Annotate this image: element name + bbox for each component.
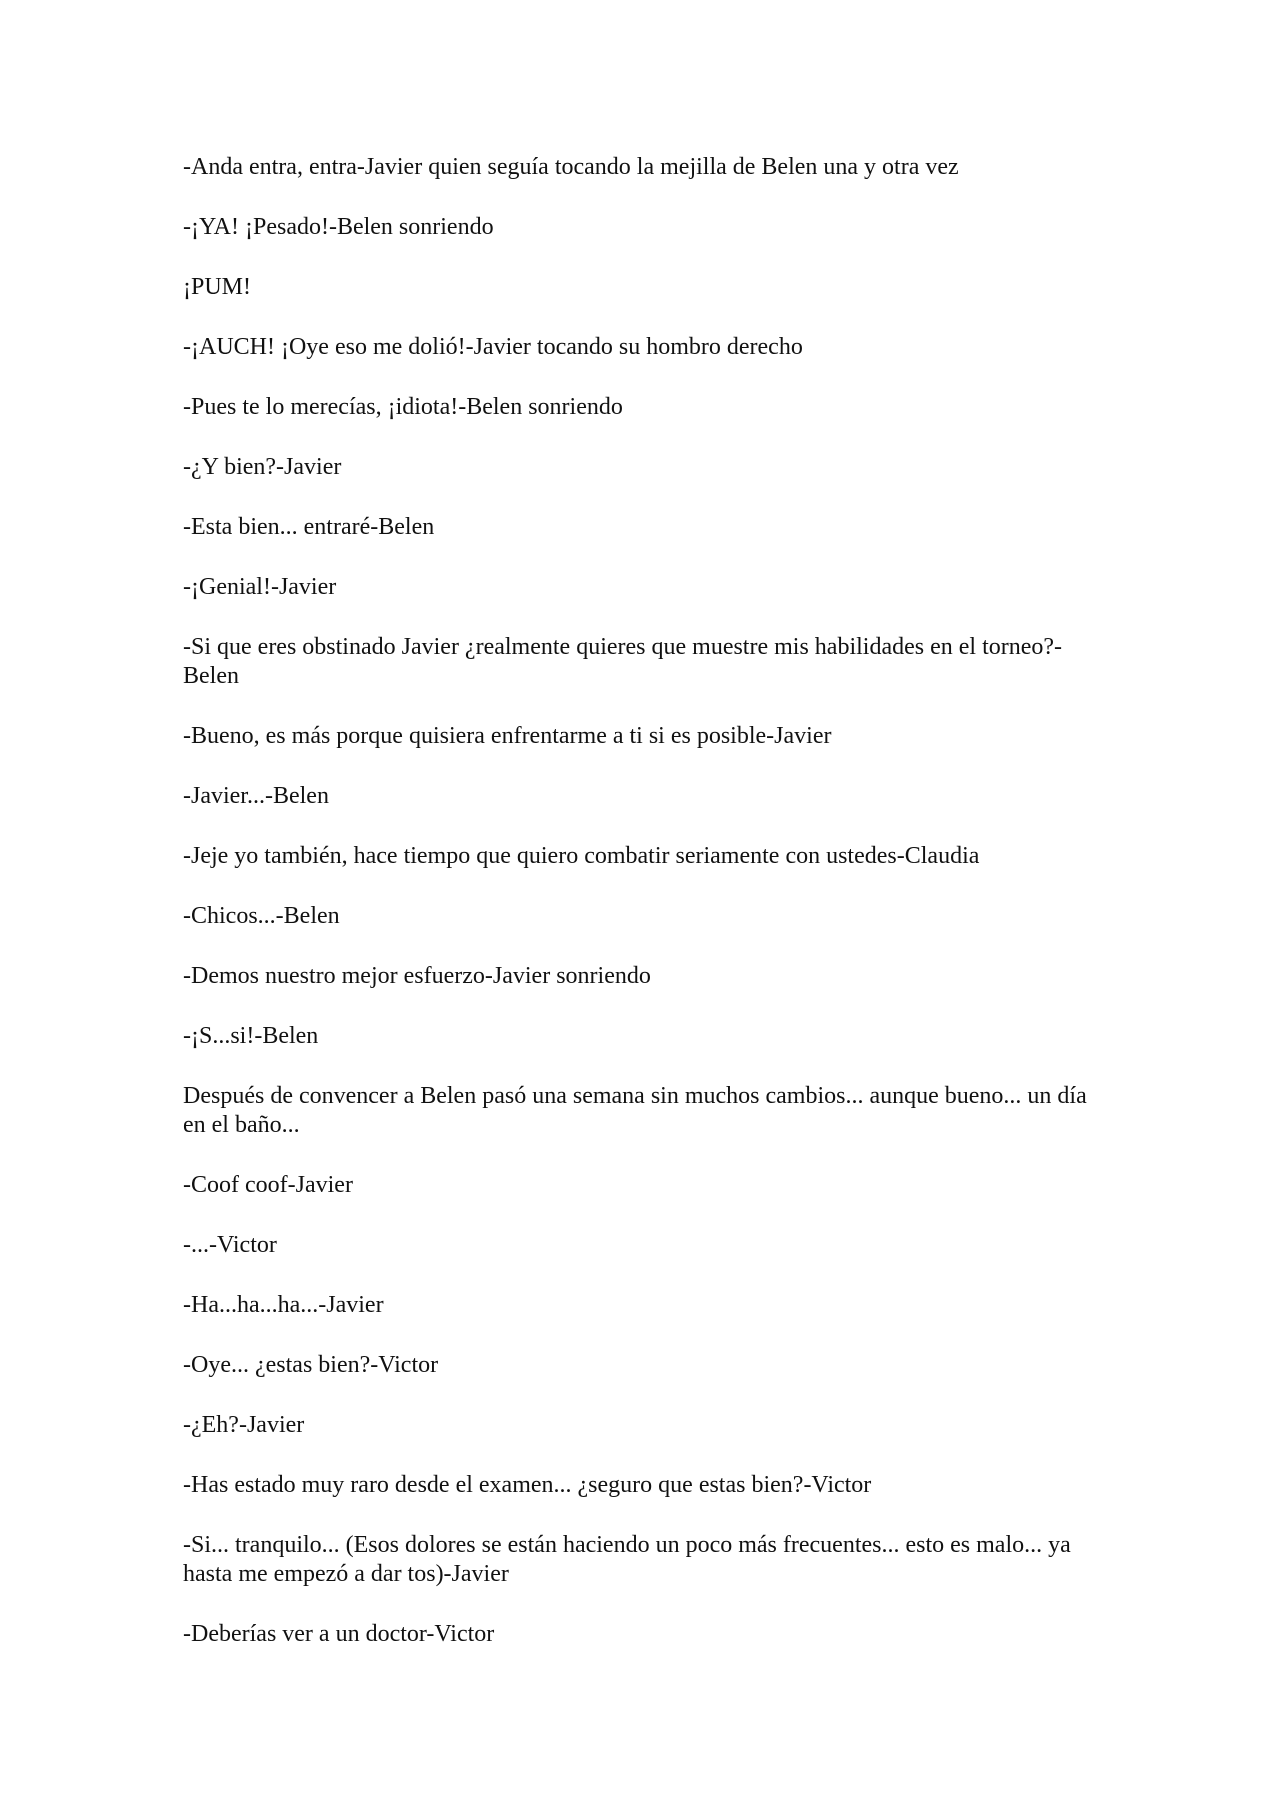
paragraph: -Pues te lo merecías, ¡idiota!-Belen sonriendo bbox=[183, 394, 623, 420]
paragraph: -¡YA! ¡Pesado!-Belen sonriendo bbox=[183, 214, 494, 240]
paragraph: -¿Eh?-Javier bbox=[183, 1412, 305, 1438]
paragraph: -Chicos...-Belen bbox=[183, 903, 340, 929]
paragraph: -Jeje yo también, hace tiempo que quiero combatir seriamente con ustedes-Claudia bbox=[183, 843, 980, 869]
paragraph: -Coof coof-Javier bbox=[183, 1172, 353, 1198]
paragraph: -Esta bien... entraré-Belen bbox=[183, 514, 435, 540]
paragraph: -Javier...-Belen bbox=[183, 783, 329, 809]
paragraph: -...-Victor bbox=[183, 1232, 277, 1258]
paragraph: -Bueno, es más porque quisiera enfrentarme a ti si es posible-Javier bbox=[183, 723, 832, 749]
paragraph: -¡Genial!-Javier bbox=[183, 574, 337, 600]
paragraph: -Deberías ver a un doctor-Victor bbox=[183, 1621, 495, 1647]
paragraph: -Demos nuestro mejor esfuerzo-Javier sonriendo bbox=[183, 963, 651, 989]
document-body bbox=[183, 153, 1098, 1680]
paragraph: -¿Y bien?-Javier bbox=[183, 454, 342, 480]
paragraph: -Si que eres obstinado Javier ¿realmente quieres que muestre mis habilidades en el torneo?-Belen bbox=[183, 634, 1063, 689]
paragraph: -Si... tranquilo... (Esos dolores se están haciendo un poco más frecuentes... esto es malo... ya hasta me empezó a dar tos)-Javier bbox=[183, 1532, 1071, 1587]
paragraph: ¡PUM! bbox=[183, 274, 252, 300]
paragraph: -Has estado muy raro desde el examen... ¿seguro que estas bien?-Victor bbox=[183, 1472, 872, 1498]
paragraph: -Anda entra, entra-Javier quien seguía tocando la mejilla de Belen una y otra vez bbox=[183, 154, 959, 180]
paragraph: -¡S...si!-Belen bbox=[183, 1023, 319, 1049]
paragraph: Después de convencer a Belen pasó una semana sin muchos cambios... aunque bueno... un día en el baño... bbox=[183, 1083, 1087, 1138]
paragraph: -Oye... ¿estas bien?-Victor bbox=[183, 1352, 439, 1378]
paragraph: -¡AUCH! ¡Oye eso me dolió!-Javier tocando su hombro derecho bbox=[183, 334, 803, 360]
paragraph: -Ha...ha...ha...-Javier bbox=[183, 1292, 384, 1318]
